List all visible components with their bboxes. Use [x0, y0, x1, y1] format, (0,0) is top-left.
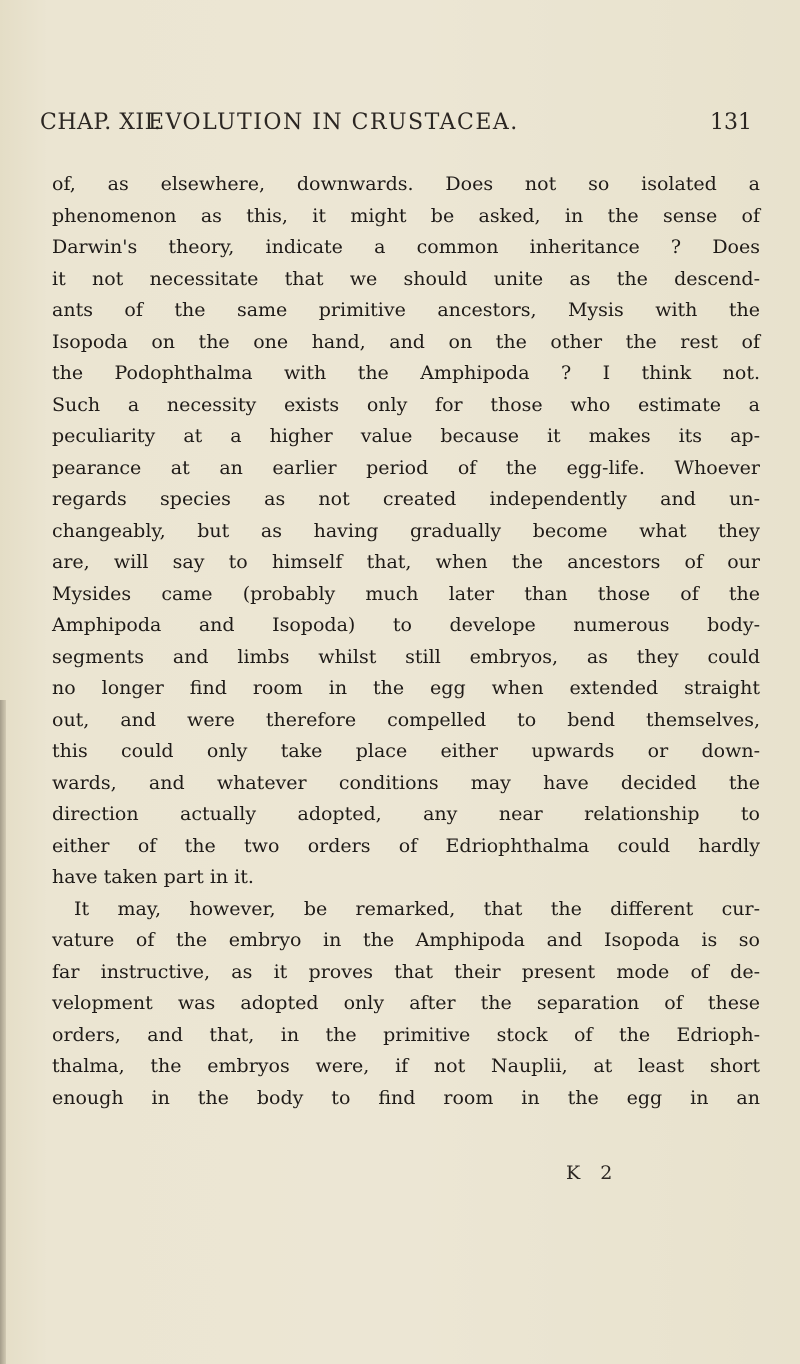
text-line: segments and limbs whilst still embryos, as they could	[52, 645, 760, 668]
text-line: phenomenon as this, it might be asked, in the sense of	[52, 204, 760, 227]
text-line: are, will say to himself that, when the ancestors of our	[52, 551, 760, 573]
text-line: regards species as not created independently and un-	[52, 488, 760, 510]
text-line: wards, and whatever conditions may have decided the	[52, 771, 760, 794]
text-line: no longer find room in the egg when extended straight	[52, 677, 760, 699]
body-text	[52, 169, 760, 1114]
text-line: out, and were therefore compelled to bend themselves,	[52, 708, 760, 731]
text-line: far instructive, as it proves that their present mode of de-	[52, 960, 760, 983]
text-line: Amphipoda and Isopoda) to develope numerous body-	[52, 614, 760, 636]
text-line: of, as elsewhere, downwards. Does not so isolated a	[52, 173, 760, 195]
text-line: peculiarity at a higher value because it makes its ap-	[52, 425, 760, 447]
text-line: Darwin's theory, indicate a common inheritance ? Does	[52, 236, 760, 258]
running-title: EVOLUTION IN CRUSTACEA.	[148, 110, 519, 135]
text-line: thalma, the embryos were, if not Nauplii, at least short	[52, 1055, 760, 1077]
text-line: orders, and that, in the primitive stock of the Edrioph-	[52, 1023, 760, 1046]
text-line: Mysides came (probably much later than those of the	[52, 582, 760, 605]
text-line: direction actually adopted, any near relationship to	[52, 803, 760, 825]
page-binding-shadow	[0, 700, 6, 1364]
chapter-label: CHAP. XII.	[40, 110, 162, 135]
text-line: ants of the same primitive ancestors, Mysis with the	[52, 299, 760, 321]
text-line: it not necessitate that we should unite as the descend-	[52, 267, 760, 290]
text-line: changeably, but as having gradually become what they	[52, 519, 760, 542]
text-line: velopment was adopted only after the separation of these	[52, 992, 760, 1014]
running-header	[40, 110, 760, 146]
page-number: 131	[710, 110, 752, 135]
text-line: It may, however, be remarked, that the different cur-	[74, 897, 760, 920]
text-line: enough in the body to find room in the egg in an	[52, 1086, 760, 1109]
text-line: Such a necessity exists only for those who estimate a	[52, 393, 760, 416]
signature-mark: K 2	[566, 1162, 620, 1184]
text-line: pearance at an earlier period of the egg-life. Whoever	[52, 456, 760, 479]
text-line: Isopoda on the one hand, and on the other the rest of	[52, 330, 760, 353]
text-line: either of the two orders of Edriophthalma could hardly	[52, 834, 760, 857]
text-line: this could only take place either upwards or down-	[52, 740, 760, 762]
text-line: the Podophthalma with the Amphipoda ? I think not.	[52, 362, 760, 384]
text-line: vature of the embryo in the Amphipoda and Isopoda is so	[52, 929, 760, 951]
text-line: have taken part in it.	[52, 866, 254, 888]
